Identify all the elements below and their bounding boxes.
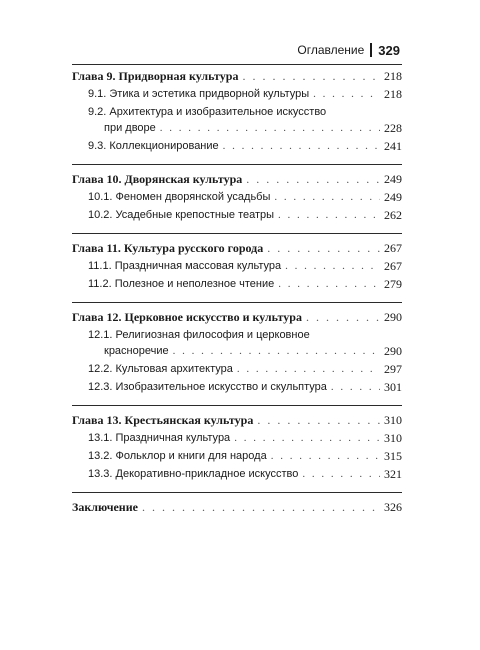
- toc-subentry: [72, 361, 402, 377]
- header-rule: [72, 64, 402, 65]
- section-divider: [72, 233, 402, 234]
- toc-subentry-title: 9.3. Коллекционирование: [88, 140, 219, 152]
- toc-leader-dots: [313, 86, 380, 102]
- toc-subentry-title: 10.1. Феномен дворянской усадьбы: [88, 191, 271, 203]
- toc-subentry: [72, 189, 402, 205]
- toc-leader-dots: [234, 430, 380, 446]
- toc-page-number: 218: [384, 87, 402, 101]
- toc-page-number: 267: [384, 241, 402, 255]
- toc-page-number: 267: [384, 259, 402, 273]
- toc-subentry-title: 12.3. Изобразительное искусство и скульптура: [88, 381, 327, 393]
- toc-leader-dots: [278, 276, 380, 292]
- toc-subentry-title: 12.1. Религиозная философия и церковное: [88, 329, 310, 341]
- toc-subentry-title: 9.2. Архитектура и изобразительное искусство: [88, 106, 327, 118]
- toc-section-chapter-11: [72, 240, 402, 292]
- toc-subentry-title: 13.3. Декоративно-прикладное искусство: [88, 468, 299, 480]
- toc-subentry-line-2: [72, 343, 402, 359]
- toc-page-number: 279: [384, 277, 402, 291]
- toc-chapter-entry: [72, 240, 402, 256]
- toc-subentry-title: 12.2. Культовая архитектура: [88, 363, 233, 375]
- table-of-contents: [72, 68, 402, 525]
- toc-page-number: 301: [384, 380, 402, 394]
- toc-subentry-title: 13.1. Праздничная культура: [88, 432, 231, 444]
- toc-subentry-title-continued: при дворе: [104, 122, 156, 134]
- toc-leader-dots: [278, 207, 380, 223]
- section-divider: [72, 302, 402, 303]
- toc-conclusion-entry: [72, 499, 402, 515]
- toc-section-chapter-13: [72, 412, 402, 482]
- toc-page-number: 241: [384, 139, 402, 153]
- toc-page-number: 249: [384, 190, 402, 204]
- toc-subentry-title: 9.1. Этика и эстетика придворной культуры: [88, 88, 310, 100]
- toc-page-number: 315: [384, 449, 402, 463]
- toc-leader-dots: [302, 466, 380, 482]
- toc-leader-dots: [223, 138, 380, 154]
- toc-chapter-title: Глава 9. Придворная культура: [72, 69, 239, 83]
- toc-subentry-line-1: [72, 104, 402, 120]
- toc-subentry: [72, 258, 402, 274]
- toc-chapter-title: Глава 11. Культура русского города: [72, 241, 264, 255]
- toc-leader-dots: [306, 309, 380, 325]
- toc-page-number: 310: [384, 431, 402, 445]
- toc-subentry: [72, 86, 402, 102]
- toc-leader-dots: [267, 240, 380, 256]
- running-head-separator: [370, 43, 372, 57]
- page-number: 329: [378, 42, 400, 58]
- toc-leader-dots: [173, 343, 380, 359]
- toc-page-number: 218: [384, 69, 402, 83]
- toc-subentry-title: 10.2. Усадебные крепостные театры: [88, 209, 275, 221]
- running-head-title: Оглавление: [297, 43, 365, 57]
- toc-chapter-title: Глава 13. Крестьянская культура: [72, 413, 254, 427]
- toc-page-number: 321: [384, 467, 402, 481]
- toc-page-number: 228: [384, 121, 402, 135]
- toc-subentry-line-2: [72, 120, 402, 136]
- toc-chapter-title: Заключение: [72, 500, 138, 514]
- toc-section-chapter-9: [72, 68, 402, 154]
- toc-subentry-line-1: [72, 327, 402, 343]
- toc-leader-dots: [274, 189, 380, 205]
- toc-section-chapter-10: [72, 171, 402, 223]
- running-head: [297, 40, 400, 60]
- toc-page-number: 310: [384, 413, 402, 427]
- toc-chapter-entry: [72, 171, 402, 187]
- toc-chapter-entry: [72, 68, 402, 84]
- section-divider: [72, 405, 402, 406]
- section-divider: [72, 164, 402, 165]
- toc-leader-dots: [160, 120, 380, 136]
- toc-leader-dots: [142, 499, 380, 515]
- toc-subentry-title: 11.2. Полезное и неполезное чтение: [88, 278, 275, 290]
- toc-leader-dots: [237, 361, 380, 377]
- toc-page-number: 249: [384, 172, 402, 186]
- toc-chapter-entry: [72, 309, 402, 325]
- toc-leader-dots: [257, 412, 380, 428]
- toc-page-number: 297: [384, 362, 402, 376]
- toc-section-chapter-12: [72, 309, 402, 395]
- toc-leader-dots: [242, 68, 380, 84]
- toc-subentry-title: 13.2. Фольклор и книги для народа: [88, 450, 267, 462]
- toc-chapter-title: Глава 10. Дворянская культура: [72, 172, 243, 186]
- toc-subentry-title: 11.1. Праздничная массовая культура: [88, 260, 282, 272]
- toc-leader-dots: [331, 379, 380, 395]
- toc-leader-dots: [285, 258, 380, 274]
- toc-leader-dots: [246, 171, 380, 187]
- toc-page-number: 262: [384, 208, 402, 222]
- toc-subentry: [72, 276, 402, 292]
- toc-subentry: [72, 138, 402, 154]
- toc-page-number: 290: [384, 344, 402, 358]
- toc-chapter-title: Глава 12. Церковное искусство и культура: [72, 310, 302, 324]
- toc-page-number: 290: [384, 310, 402, 324]
- toc-subentry-title-continued: красноречие: [104, 345, 169, 357]
- toc-section-conclusion: [72, 499, 402, 515]
- toc-subentry: [72, 207, 402, 223]
- section-divider: [72, 492, 402, 493]
- toc-leader-dots: [271, 448, 380, 464]
- toc-chapter-entry: [72, 412, 402, 428]
- toc-subentry: [72, 430, 402, 446]
- toc-subentry: [72, 379, 402, 395]
- toc-subentry: [72, 466, 402, 482]
- toc-page-number: 326: [384, 500, 402, 514]
- toc-subentry: [72, 448, 402, 464]
